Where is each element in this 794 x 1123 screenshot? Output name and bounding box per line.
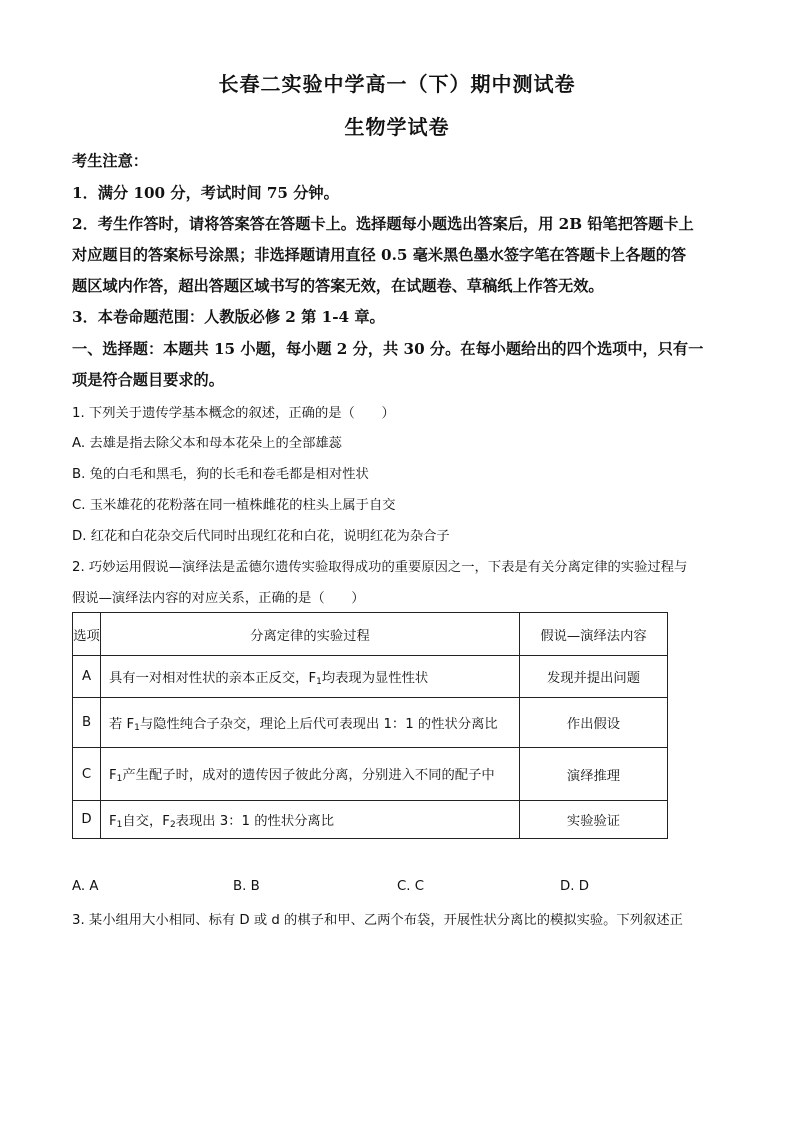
q2-stem-line-1: 2. 巧妙运用假说—演绎法是孟德尔遗传实验取得成功的重要原因之一，下表是有关分离定律的实验过程与 [72, 560, 688, 575]
row-process: 具有一对相对性状的亲本正反交，$F_1$均表现为显性性状 [101, 656, 520, 698]
notice-item-2-line-2: 对应题目的答案标号涂黑；非选择题请用直径 0.5 毫米黑色墨水签字笔在答题卡上各题的答 [72, 246, 687, 264]
q1-option-d: D. 红花和白花杂交后代同时出现红花和白花，说明红花为杂合子 [72, 529, 450, 544]
notice-item-1: 1．满分 100 分，考试时间 75 分钟。 [72, 184, 339, 202]
q2-stem-line-2: 假说—演绎法内容的对应关系，正确的是（ ） [72, 591, 365, 606]
q1-option-b: B. 兔的白毛和黑毛，狗的长毛和卷毛都是相对性状 [72, 467, 369, 482]
row-method: 作出假设 [520, 698, 668, 748]
q2-option-c: C. C [397, 879, 425, 894]
section-heading-line-2: 项是符合题目要求的。 [72, 371, 224, 389]
table-row [73, 801, 668, 839]
table-row [73, 698, 668, 748]
q2-option-d: D. D [560, 879, 589, 894]
q1-stem: 1. 下列关于遗传学基本概念的叙述，正确的是（ ） [72, 406, 395, 421]
row-process: 若 $F_1$与隐性纯合子杂交，理论上后代可表现出 1：1 的性状分离比 [101, 698, 520, 748]
exam-title: 长春二实验中学高一（下）期中测试卷 [218, 72, 576, 96]
row-option: B [73, 698, 101, 748]
header-method: 假说—演绎法内容 [520, 613, 668, 656]
q3-stem-line-1: 3. 某小组用大小相同、标有 D 或 d 的棋子和甲、乙两个布袋，开展性状分离比的模拟实验。下列叙述正 [72, 913, 683, 928]
table-row [73, 656, 668, 698]
row-method: 演绎推理 [520, 748, 668, 801]
row-option: D [73, 801, 101, 839]
q2-option-a: A. A [72, 879, 99, 894]
row-method: 实验验证 [520, 801, 668, 839]
header-option: 选项 [73, 613, 101, 656]
row-option: A [73, 656, 101, 698]
notice-item-2-line-3: 题区域内作答，超出答题区域书写的答案无效，在试题卷、草稿纸上作答无效。 [72, 277, 604, 295]
table-header-row [73, 613, 668, 656]
q1-option-c: C. 玉米雄花的花粉落在同一植株雌花的柱头上属于自交 [72, 498, 396, 513]
row-process: $F_1$产生配子时，成对的遗传因子彼此分离，分别进入不同的配子中 [101, 748, 520, 801]
q2-table [72, 612, 668, 839]
notice-heading: 考生注意： [72, 152, 148, 170]
row-process: $F_1$自交，$F_2$表现出 3：1 的性状分离比 [101, 801, 520, 839]
row-method: 发现并提出问题 [520, 656, 668, 698]
exam-subtitle: 生物学试卷 [344, 115, 450, 139]
q1-option-a: A. 去雄是指去除父本和母本花朵上的全部雄蕊 [72, 436, 342, 451]
q2-option-b: B. B [233, 879, 260, 894]
header-process: 分离定律的实验过程 [101, 613, 520, 656]
row-option: C [73, 748, 101, 801]
table-row [73, 748, 668, 801]
notice-item-3: 3．本卷命题范围：人教版必修 2 第 1-4 章。 [72, 308, 385, 326]
section-heading-line-1: 一、选择题：本题共 15 小题，每小题 2 分，共 30 分。在每小题给出的四个选项中，只有一 [72, 340, 704, 358]
notice-item-2-line-1: 2．考生作答时，请将答案答在答题卡上。选择题每小题选出答案后，用 2B 铅笔把答题卡上 [72, 215, 694, 233]
